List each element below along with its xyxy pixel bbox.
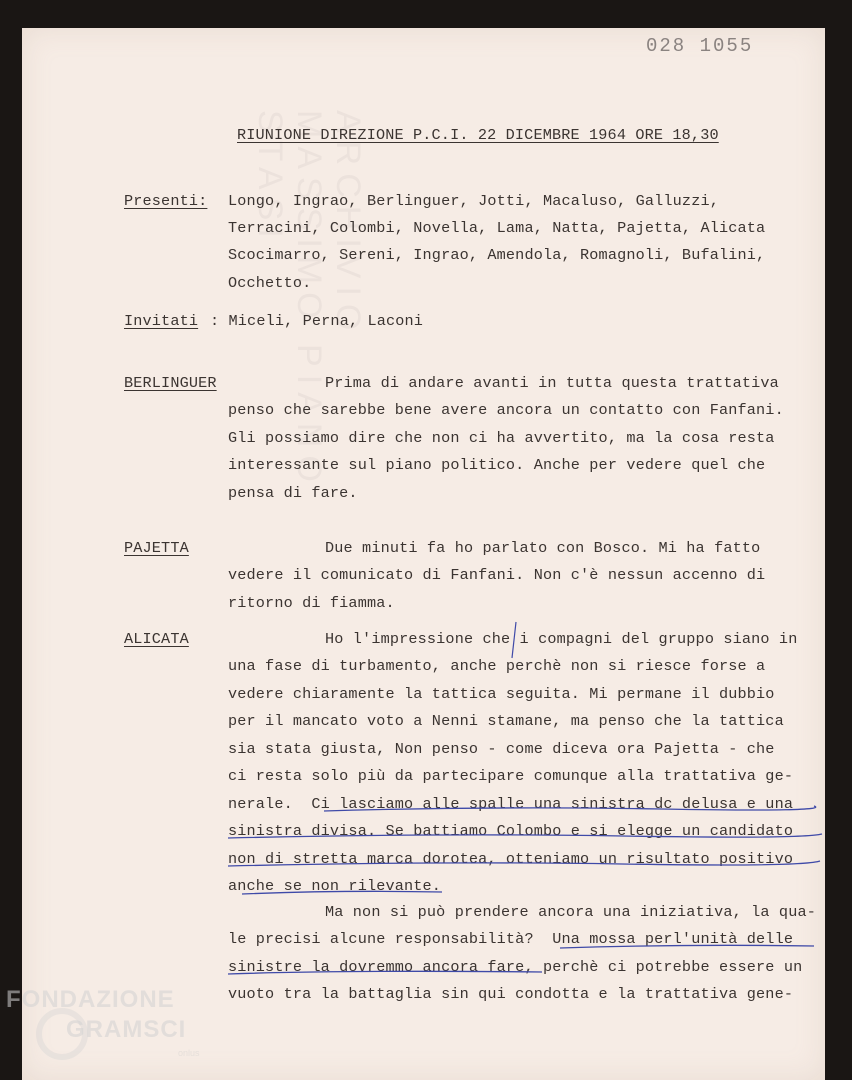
speech-line: sia stata giusta, Non penso - come diceva ora Pajetta - che: [228, 740, 775, 758]
speech-line: le precisi alcune responsabilità? Una mossa perl'unità delle: [228, 930, 794, 948]
watermark: ARCHIVIO MASSIMO PIANO STASI: [251, 110, 367, 490]
speaker-name: ALICATA: [124, 630, 189, 648]
invitati-label: Invitati: [124, 312, 199, 330]
speech-line: Prima di andare avanti in tutta questa trattativa: [325, 374, 779, 392]
presenti-line: Scocimarro, Sereni, Ingrao, Amendola, Romagnoli, Bufalini,: [228, 246, 766, 264]
presenti-line: Terracini, Colombi, Novella, Lama, Natta, Pajetta, Alicata: [228, 219, 766, 237]
speech-line: sinistra divisa. Se battiamo Colombo e si elegge un candidato: [228, 822, 794, 840]
logo-line1: FONDAZIONE: [6, 986, 175, 1013]
speech-line: nerale. Ci lasciamo alle spalle una sinistra dc delusa e una: [228, 795, 794, 813]
fondazione-gramsci-logo: [6, 986, 211, 1066]
speech-line: pensa di fare.: [228, 484, 358, 502]
speech-line: anche se non rilevante.: [228, 877, 442, 895]
logo-line2: GRAMSCI: [66, 1016, 187, 1043]
speech-line: ritorno di fiamma.: [228, 594, 395, 612]
speech-line: vedere il comunicato di Fanfani. Non c'è nessun accenno di: [228, 566, 766, 584]
document-page: [22, 28, 825, 1080]
logo-line3: onlus: [178, 1048, 200, 1058]
archive-stamp: 028 1055: [646, 35, 754, 57]
speech-line: sinistre la dovremmo ancora fare, perchè ci potrebbe essere un: [228, 958, 803, 976]
speech-line: vedere chiaramente la tattica seguita. Mi permane il dubbio: [228, 685, 775, 703]
speech-line: interessante sul piano politico. Anche per vedere quel che: [228, 456, 766, 474]
presenti-label: Presenti:: [124, 192, 208, 210]
speaker-name: BERLINGUER: [124, 374, 217, 392]
speech-line: penso che sarebbe bene avere ancora un contatto con Fanfani.: [228, 401, 784, 419]
speech-line: Ma non si può prendere ancora una iniziativa, la qua-: [325, 903, 816, 921]
presenti-line: Occhetto.: [228, 274, 312, 292]
speech-line: Gli possiamo dire che non ci ha avvertito, ma la cosa resta: [228, 429, 775, 447]
speech-line: ci resta solo più da partecipare comunque alla trattativa ge-: [228, 767, 794, 785]
speech-line: non di stretta marca dorotea, otteniamo un risultato positivo: [228, 850, 794, 868]
invitati-text: : Miceli, Perna, Laconi: [210, 312, 424, 330]
speech-line: vuoto tra la battaglia sin qui condotta e la trattativa gene-: [228, 985, 794, 1003]
speech-line: per il mancato voto a Nenni stamane, ma penso che la tattica: [228, 712, 784, 730]
speech-line: Ho l'impressione che i compagni del gruppo siano in: [325, 630, 798, 648]
document-title: RIUNIONE DIREZIONE P.C.I. 22 DICEMBRE 1964 ORE 18,30: [237, 126, 719, 144]
speech-line: una fase di turbamento, anche perchè non si riesce forse a: [228, 657, 766, 675]
speech-line: Due minuti fa ho parlato con Bosco. Mi ha fatto: [325, 539, 761, 557]
speaker-name: PAJETTA: [124, 539, 189, 557]
presenti-line: Longo, Ingrao, Berlinguer, Jotti, Macaluso, Galluzzi,: [228, 192, 719, 210]
